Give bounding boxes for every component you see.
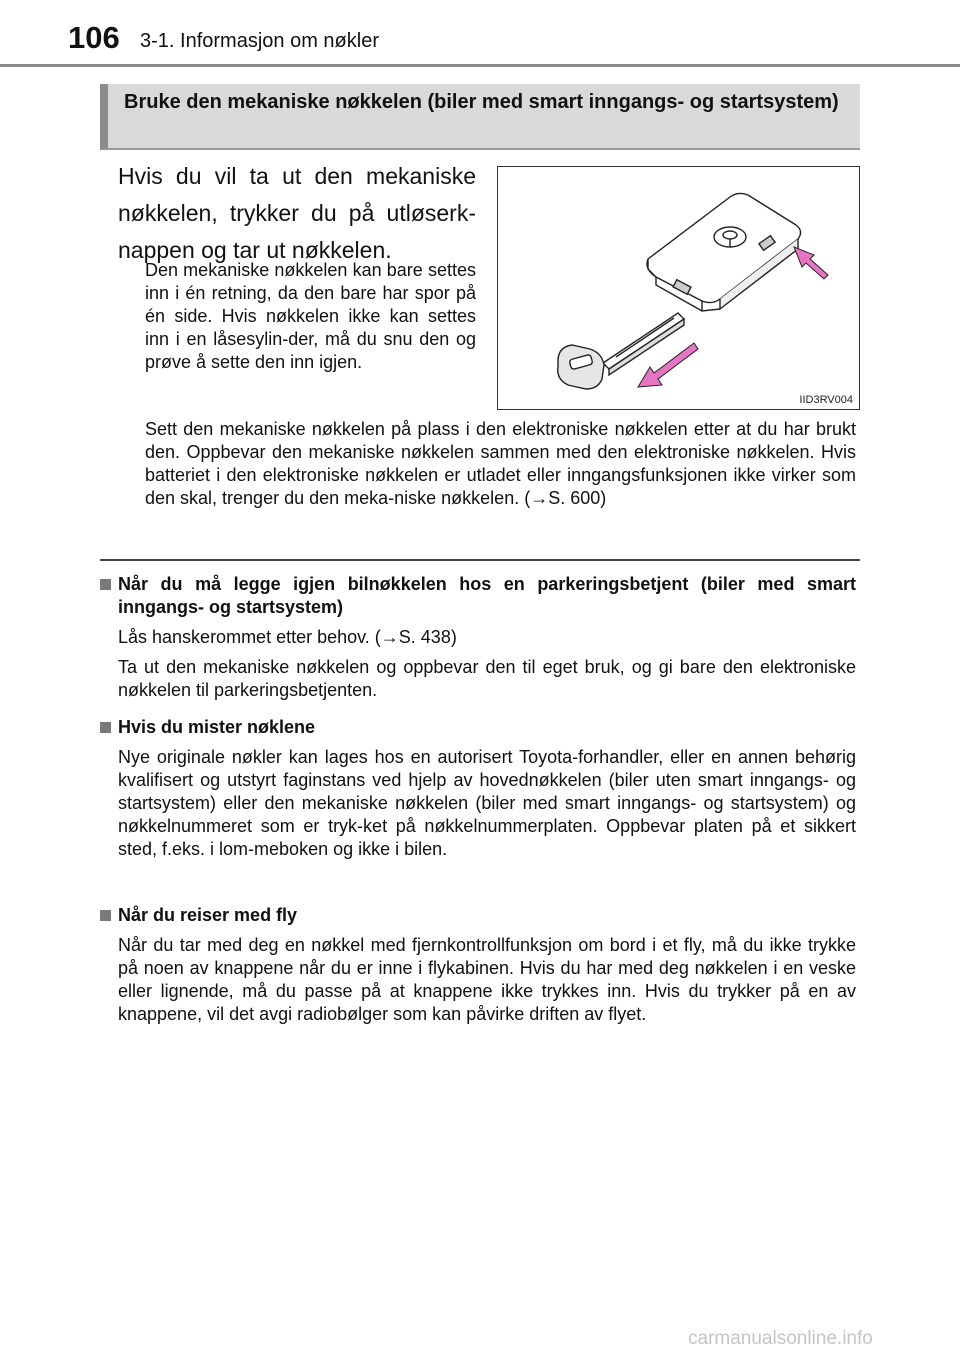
page-number: 106 <box>68 20 120 55</box>
page-header <box>0 0 960 70</box>
watermark: carmanualsonline.info <box>688 1328 873 1349</box>
chapter-title: 3-1. Informasjon om nøkler <box>140 30 379 52</box>
note-key-direction: Den mekaniske nøkkelen kan bare settes inn i én retning, da den bare har spor på én side. Hvis nøkkelen ikke kan settes inn i en låsesylin-der, må du snu den og prøve å sette den inn igjen. <box>145 260 476 372</box>
item-title: Hvis du mister nøklene <box>118 717 316 737</box>
mechanical-key-icon <box>558 313 684 389</box>
electronic-key-icon <box>647 193 801 311</box>
release-button-arrow-icon <box>794 247 828 279</box>
info-item-flying <box>100 904 856 1026</box>
key-drawing <box>498 167 859 409</box>
item-paragraph: Nye originale nøkler kan lages hos en autorisert Toyota-forhandler, eller en annen behørig kvalifisert og utstyrt faginstans ved hjelp av hovednøkkelen (biler uten smart inngangs- og startsystem) eller den mekaniske nøkkelen (biler med smart inngangs- og startsystem) og nøkkelnummeret som er tryk-ket på nøkkelnummerplaten. Oppbevar platen på et sikkert sted, f.eks. i lom-meboken og ikke i bilen. <box>118 747 856 859</box>
arrow-shape <box>794 247 828 279</box>
key-illustration <box>497 166 860 410</box>
item-paragraph: Når du tar med deg en nøkkel med fjernkontrollfunksjon om bord i et fly, må du ikke trykke på noen av knappene når du er inne i flykabinen. Hvis du har med deg nøkkelen i en veske eller lignende, må du passe på at knappene ikke trykkes inn. Hvis du trykker på en av knappene, vil det avgi radiobølger som kan påvirke driften av flyet. <box>118 935 856 1024</box>
info-item-lost-keys <box>100 716 856 861</box>
header-rule <box>0 64 960 67</box>
item-paragraph: Lås hanskerommet etter behov. (→S. 438) <box>118 627 457 647</box>
bullet-square-icon <box>100 722 111 733</box>
bullet-square-icon <box>100 579 111 590</box>
section-heading-box <box>100 84 860 150</box>
bullet-square-icon <box>100 910 111 921</box>
info-item-valet <box>100 573 856 702</box>
intro-paragraph: Hvis du vil ta ut den mekaniske nøkkelen, trykker du på utløserk-nappen og tar ut nøkkelen. <box>118 163 476 263</box>
item-title: Når du må legge igjen bilnøkkelen hos en parkeringsbetjent (biler med smart inngangs- og startsystem) <box>118 574 856 617</box>
figure-id: IID3RV004 <box>799 394 853 406</box>
item-title: Når du reiser med fly <box>118 905 298 925</box>
item-paragraph: Ta ut den mekaniske nøkkelen og oppbevar den til eget bruk, og gi bare den elektroniske nøkkelen til parkeringsbetjenten. <box>118 657 856 700</box>
section-title: Bruke den mekaniske nøkkelen (biler med smart inngangs- og startsystem) <box>124 91 839 113</box>
section-divider <box>100 559 860 561</box>
note-store-key: Sett den mekaniske nøkkelen på plass i den elektroniske nøkkelen etter at du har brukt den. Oppbevar den mekaniske nøkkelen sammen med den elektroniske nøkkelen. Hvis batteriet i den elektroniske nøkkelen er utladet eller inngangsfunksjonen ikke virker som den skal, trenger du den meka-niske nøkkelen. (→S. 600) <box>145 419 856 508</box>
